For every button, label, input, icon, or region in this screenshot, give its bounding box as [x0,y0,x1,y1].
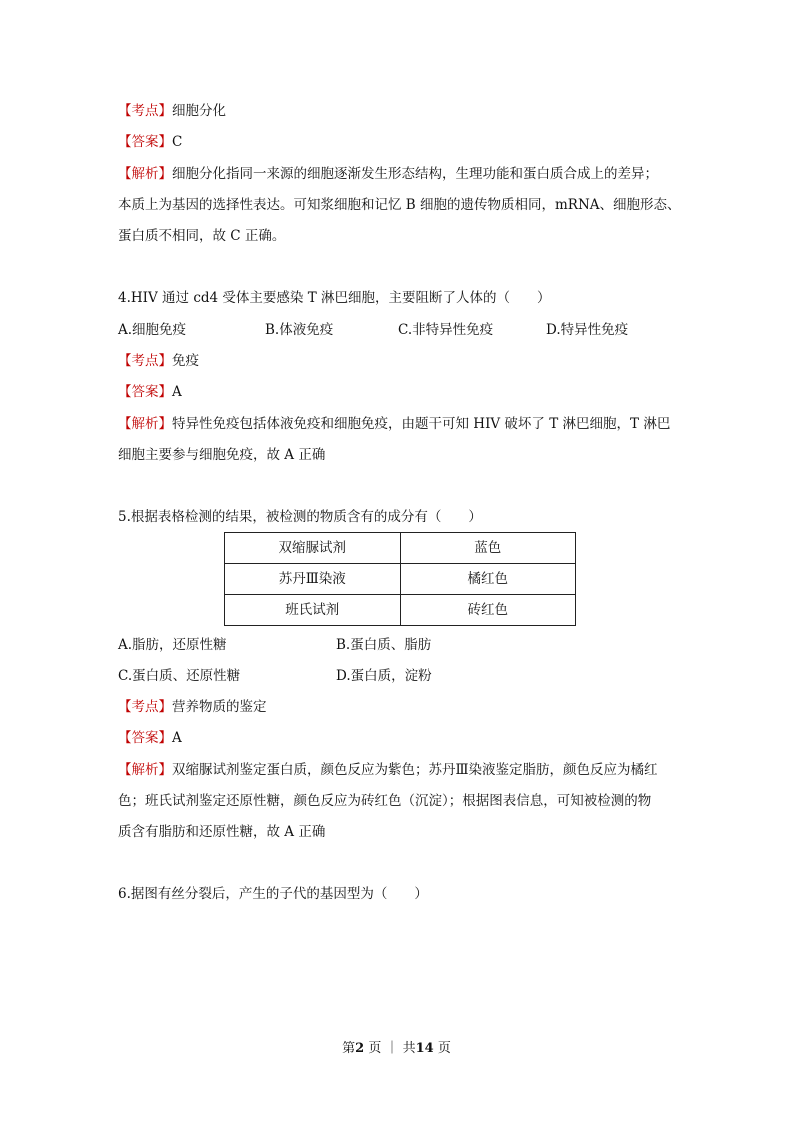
q4-jiexi-text-1: 特异性免疫包括体液免疫和细胞免疫，由题干可知 HIV 破坏了 T 淋巴细胞，T 淋巴 [172,416,671,432]
jiexi-tag: 【解析】 [118,166,172,182]
footer-mid: 页 ｜ 共 [364,1041,416,1056]
q5-option-a: A.脂肪，还原性糖 [118,637,227,653]
kaodian-tag: 【考点】 [118,103,172,119]
q4-stem: 4.HIV 通过 cd4 受体主要感染 T 淋巴细胞，主要阻断了人体的（ ） [118,290,551,306]
table-row [225,533,576,564]
table-cell-color: 蓝色 [400,533,576,564]
q5-kaodian-line [118,697,267,717]
daan-tag: 【答案】 [118,134,172,150]
q3-daan-line [118,132,182,152]
table-cell-reagent: 苏丹Ⅲ染液 [225,564,401,595]
q5-jiexi-line-2: 色；班氏试剂鉴定还原性糖，颜色反应为砖红色（沉淀）；根据图表信息，可知被检测的物 [118,793,652,809]
q3-kaodian-line [118,101,226,121]
q3-jiexi-line-3: 蛋白质不相同，故 C 正确。 [118,228,286,244]
q5-daan-line [118,728,182,748]
q4-kaodian-line [118,351,199,371]
table-row [225,564,576,595]
table-cell-reagent: 双缩脲试剂 [225,533,401,564]
kaodian-tag: 【考点】 [118,699,172,715]
footer-post: 页 [433,1041,451,1056]
footer-page-number: 2 [355,1041,365,1056]
q5-result-table [224,532,576,626]
q3-jiexi-line-2: 本质上为基因的选择性表达。可知浆细胞和记忆 B 细胞的遗传物质相同，mRNA、细胞形态、 [118,197,681,213]
kaodian-tag: 【考点】 [118,353,172,369]
q4-option-c: C.非特异性免疫 [398,322,494,338]
daan-tag: 【答案】 [118,730,172,746]
table-cell-color: 砖红色 [400,595,576,626]
footer-total-pages: 14 [415,1041,434,1056]
q4-option-a: A.细胞免疫 [118,322,187,338]
q3-jiexi-line-1 [118,164,658,184]
q4-daan-line [118,382,182,402]
q5-jiexi-text-1: 双缩脲试剂鉴定蛋白质，颜色反应为紫色；苏丹Ⅲ染液鉴定脂肪，颜色反应为橘红 [172,762,658,778]
q3-daan-text: C [172,134,183,150]
jiexi-tag: 【解析】 [118,416,172,432]
footer-pre: 第 [342,1041,356,1056]
q3-kaodian-text: 细胞分化 [172,103,226,119]
q4-option-b: B.体液免疫 [265,322,334,338]
q4-jiexi-line-1 [118,414,670,434]
q5-jiexi-line-3: 质含有脂肪和还原性糖，故 A 正确 [118,824,326,840]
table-cell-reagent: 班氏试剂 [225,595,401,626]
table-cell-color: 橘红色 [400,564,576,595]
q4-option-d: D.特异性免疫 [546,322,629,338]
daan-tag: 【答案】 [118,384,172,400]
q5-jiexi-line-1 [118,760,658,780]
q5-kaodian-text: 营养物质的鉴定 [172,699,267,715]
jiexi-tag: 【解析】 [118,762,172,778]
q5-option-b: B.蛋白质、脂肪 [336,637,432,653]
q4-jiexi-line-2: 细胞主要参与细胞免疫，故 A 正确 [118,447,326,463]
q6-stem: 6.据图有丝分裂后，产生的子代的基因型为（ ） [118,886,428,902]
q5-stem: 5.根据表格检测的结果，被检测的物质含有的成分有（ ） [118,509,482,525]
q5-option-d: D.蛋白质，淀粉 [336,668,432,684]
q4-kaodian-text: 免疫 [172,353,199,369]
q5-option-c: C.蛋白质、还原性糖 [118,668,241,684]
page-footer [0,1040,793,1058]
table-row [225,595,576,626]
q5-daan-text: A [172,730,182,746]
q4-daan-text: A [172,384,182,400]
q3-jiexi-text-1: 细胞分化指同一来源的细胞逐渐发生形态结构，生理功能和蛋白质合成上的差异； [172,166,658,182]
